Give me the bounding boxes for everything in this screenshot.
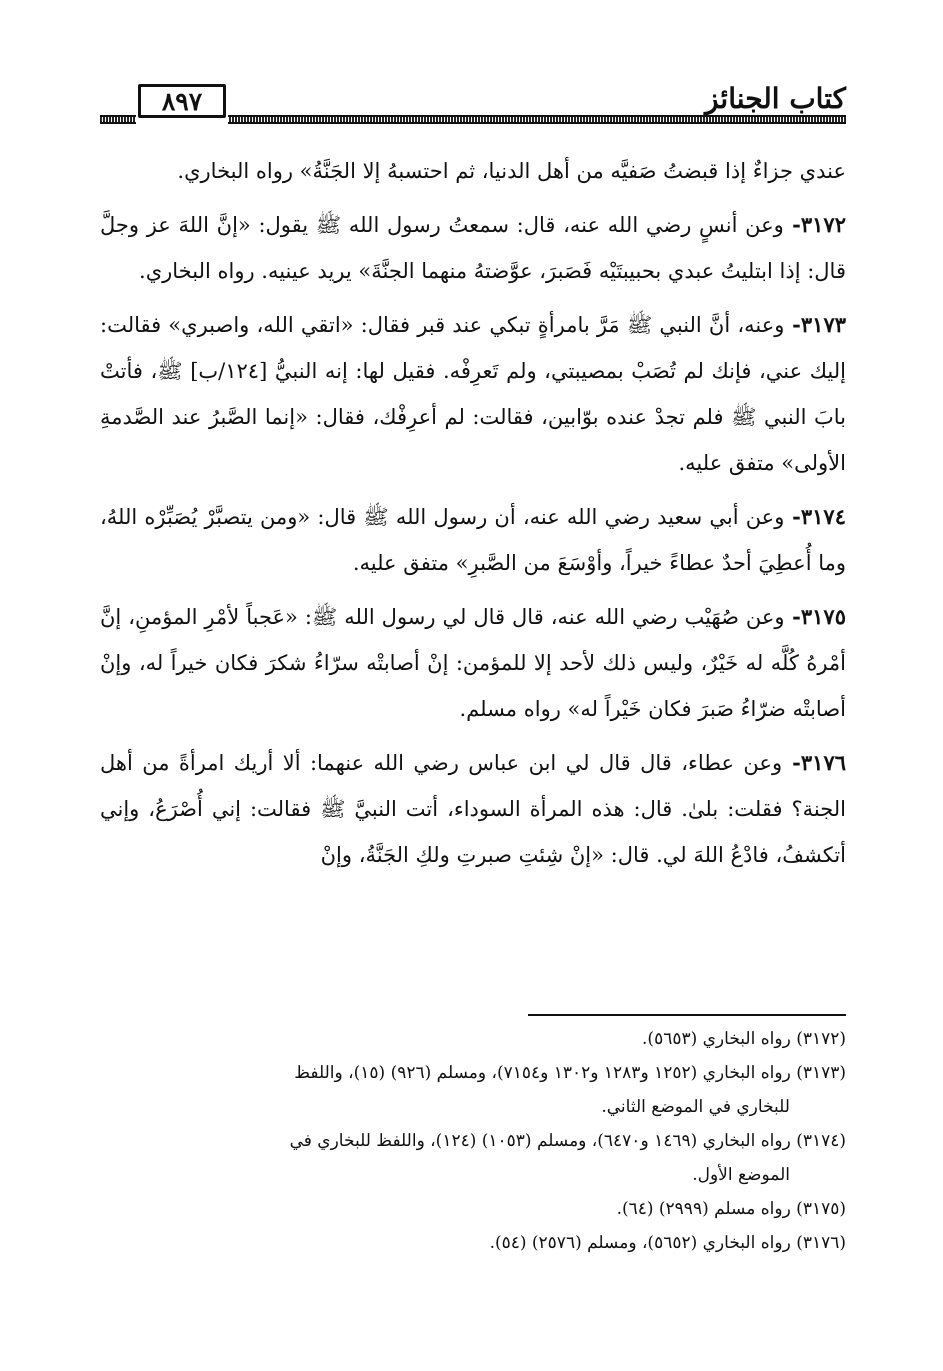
footnote-divider xyxy=(528,1014,846,1016)
footnote-line: (٣١٧٥) رواه مسلم (٢٩٩٩) (٦٤). xyxy=(616,1199,846,1219)
hadith-number: ٣١٧٦- xyxy=(782,750,847,775)
footnote-line: (٣١٧٤) رواه البخاري (١٤٦٩ و٦٤٧٠)، ومسلم (١٠٥٣) (١٢٤)، واللفظ للبخاري في xyxy=(289,1131,846,1151)
hadith-number: ٣١٧٣- xyxy=(784,312,847,337)
hadith-3176 xyxy=(100,740,846,878)
footnote-continuation: للبخاري في الموضع الثاني. xyxy=(601,1097,790,1117)
hadith-number: ٣١٧٢- xyxy=(783,212,846,237)
footnote-line: (٣١٧٣) رواه البخاري (١٢٥٢ و١٢٨٣ و١٣٠٢ و٧١٥٤)، ومسلم (٩٢٦) (١٥)، واللفظ xyxy=(294,1063,846,1083)
hadith-number: ٣١٧٥- xyxy=(784,604,846,629)
footnote-continuation: الموضع الأول. xyxy=(692,1165,790,1185)
paragraph-text: عندي جزاءٌ إذا قبضتُ صَفيَّه من أهل الدنيا، ثم احتسبهُ إلا الجَنَّةُ» رواه البخاري. xyxy=(177,159,846,183)
book-title: كتاب الجنائز xyxy=(704,82,846,115)
paragraph-continuation xyxy=(100,148,846,194)
footnote-3174 xyxy=(100,1124,846,1192)
footnote-3176 xyxy=(100,1226,846,1260)
paragraph-text: وعن صُهَيْب رضي الله عنه، قال قال لي رسول الله ﷺ: «عَجباً لأمْرِ المؤمنِ، إنَّ أمْرهُ كُلَّه له خَيْرٌ، وليس ذلك لأحد إلا للمؤمن: إنْ أصابتْه سرّاءُ شكرَ فكان خيراً له، وإنْ أصابتْه ضرّاءُ صَبرَ فكان خَيْراً له» رواه مسلم. xyxy=(100,605,846,721)
hadith-3173 xyxy=(100,302,846,486)
page-header xyxy=(100,80,846,128)
footnote-3172 xyxy=(100,1022,846,1056)
footnote-3173 xyxy=(100,1056,846,1124)
paragraph-text: وعن أبي سعيد رضي الله عنه، أن رسول الله ﷺ قال: «ومن يتصبَّرْ يُصَبِّرْه اللهُ، وما أُعطِيَ أحدٌ عطاءً خيراً، وأوْسَعَ من الصَّبرِ» متفق عليه. xyxy=(100,505,846,575)
footnote-line: (٣١٧٢) رواه البخاري (٥٦٥٣). xyxy=(642,1029,846,1049)
footnote-line: (٣١٧٦) رواه البخاري (٥٦٥٢)، ومسلم (٢٥٧٦) (٥٤). xyxy=(489,1233,846,1253)
hadith-3174 xyxy=(100,494,846,586)
footnotes xyxy=(100,1022,846,1260)
hadith-3172 xyxy=(100,202,846,294)
footnote-3175 xyxy=(100,1192,846,1226)
main-text xyxy=(100,148,846,878)
paragraph-text: وعن أنسٍ رضي الله عنه، قال: سمعتُ رسول الله ﷺ يقول: «إنَّ اللهَ عز وجلَّ قال: إذا ابتليتُ عبدي بحبيبتَيْه فَصَبرَ، عوَّضتهُ منهما الجنَّةَ» يريد عينيه. رواه البخاري. xyxy=(100,213,846,283)
hadith-number: ٣١٧٤- xyxy=(784,504,846,529)
hadith-3175 xyxy=(100,594,846,732)
page-number: ٨٩٧ xyxy=(138,84,226,118)
paragraph-text: وعن عطاء، قال قال لي ابن عباس رضي الله عنهما: ألا أريك امرأةً من أهل الجنة؟ فقلت: بلىٰ. قال: هذه المرأة السوداء، أتت النبيَّ ﷺ فقالت: إني أُصْرَعُ، وإني أتكشفُ، فادْعُ اللهَ لي. قال: «إنْ شِئتِ صبرتِ ولكِ الجَنَّةُ، وإنْ xyxy=(100,751,846,867)
paragraph-text: وعنه، أنَّ النبي ﷺ مَرَّ بامرأةٍ تبكي عند قبر فقال: «اتقي الله، واصبري» فقالت: إليك عني، فإنك لم تُصَبْ بمصيبتي، ولم تَعرِفْه. فقيل لها: إنه النبيُّ [١٢٤/ب] ﷺ، فأتتْ بابَ النبي ﷺ فلم تجدْ عنده بوّابين، فقالت: لم أعرِفْك، فقال: «إنما الصَّبرُ عند الصَّدمةِ الأولى» متفق عليه. xyxy=(100,313,847,475)
